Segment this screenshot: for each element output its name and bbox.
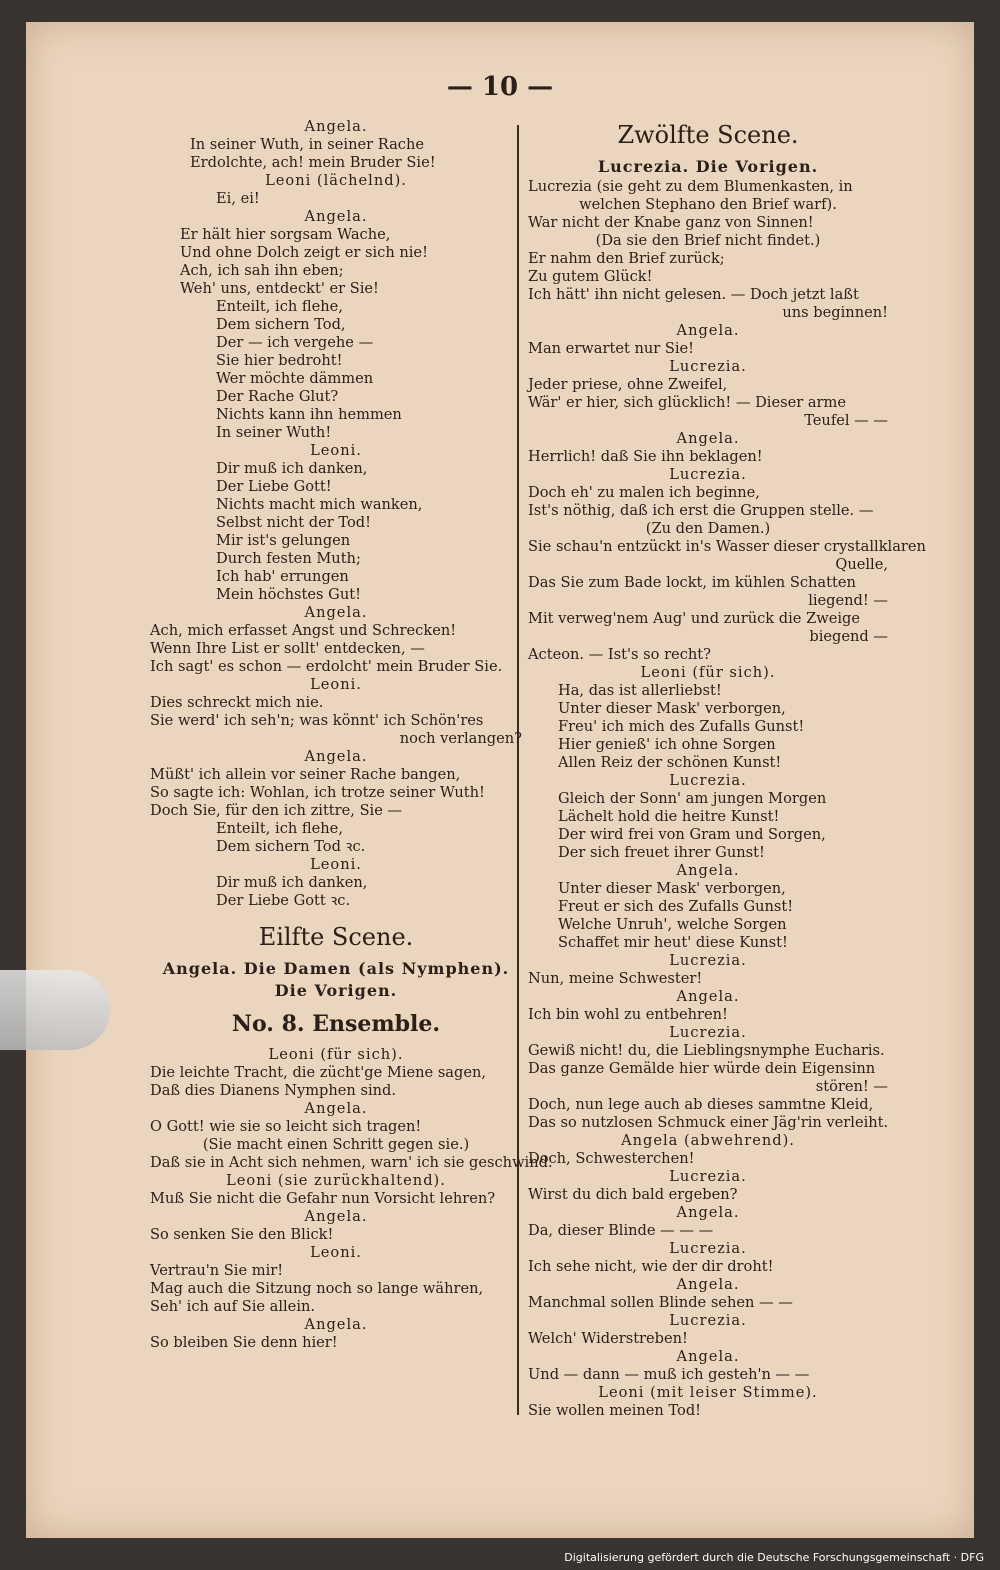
text-line: Müßt' ich allein vor seiner Rache bangen, bbox=[150, 766, 461, 783]
scene-twelve-title: Zwölfte Scene. bbox=[617, 121, 799, 149]
text-line: Doch Sie, für den ich zittre, Sie — bbox=[150, 802, 403, 819]
speaker-name: Angela. bbox=[676, 1348, 740, 1365]
text-line: Das ganze Gemälde hier würde dein Eigensinn bbox=[528, 1060, 876, 1077]
text-line: Wirst du dich bald ergeben? bbox=[528, 1186, 738, 1203]
text-line: Sie hier bedroht! bbox=[216, 352, 343, 369]
speaker-name: Angela. bbox=[676, 862, 740, 879]
speaker-name: Angela. bbox=[676, 430, 740, 447]
speaker-name: Angela. bbox=[304, 1208, 368, 1225]
text-line: Daß sie in Acht sich nehmen, warn' ich sie geschwind. bbox=[150, 1154, 553, 1171]
text-line: Und — dann — muß ich gesteh'n — — bbox=[528, 1366, 810, 1383]
text-line: Hier genieß' ich ohne Sorgen bbox=[558, 736, 776, 753]
text-line: liegend! — bbox=[808, 592, 888, 609]
speaker-name: Angela. bbox=[676, 1204, 740, 1221]
text-line: Quelle, bbox=[835, 556, 888, 573]
text-line: Jeder priese, ohne Zweifel, bbox=[528, 376, 728, 393]
text-line: Der wird frei von Gram und Sorgen, bbox=[558, 826, 826, 843]
speaker-name: Lucrezia. bbox=[669, 466, 747, 483]
text-line: Das so nutzlosen Schmuck einer Jäg'rin verleiht. bbox=[528, 1114, 889, 1131]
speaker-name: Leoni (für sich). bbox=[640, 664, 776, 681]
text-line: stören! — bbox=[815, 1078, 888, 1095]
text-line: Manchmal sollen Blinde sehen — — bbox=[528, 1294, 793, 1311]
text-line: War nicht der Knabe ganz von Sinnen! bbox=[528, 214, 814, 231]
text-line: Teufel — — bbox=[804, 412, 888, 429]
left-lines bbox=[150, 118, 522, 910]
text-line: Das Sie zum Bade lockt, im kühlen Schatten bbox=[528, 574, 856, 591]
text-line: Welche Unruh', welche Sorgen bbox=[558, 916, 787, 933]
text-line: Dir muß ich danken, bbox=[216, 460, 368, 477]
text-line: Ich hab' errungen bbox=[216, 568, 349, 585]
text-line: Zu gutem Glück! bbox=[528, 268, 653, 285]
text-line: Welch' Widerstreben! bbox=[528, 1330, 688, 1347]
text-line: Der Rache Glut? bbox=[216, 388, 339, 405]
text-line: Allen Reiz der schönen Kunst! bbox=[558, 754, 782, 771]
text-line: In seiner Wuth, in seiner Rache bbox=[190, 136, 424, 153]
text-line: Lächelt hold die heitre Kunst! bbox=[558, 808, 780, 825]
text-line: Unter dieser Mask' verborgen, bbox=[558, 880, 786, 897]
text-line: Nichts macht mich wanken, bbox=[216, 496, 423, 513]
text-line: Die leichte Tracht, die zücht'ge Miene sagen, bbox=[150, 1064, 487, 1081]
text-line: noch verlangen? bbox=[399, 730, 522, 747]
digitization-footer: Digitalisierung gefördert durch die Deutsche Forschungsgemeinschaft · DFG bbox=[564, 1551, 984, 1564]
text-line: Unter dieser Mask' verborgen, bbox=[558, 700, 786, 717]
text-line: uns beginnen! bbox=[782, 304, 888, 321]
text-line: Sie werd' ich seh'n; was könnt' ich Schön'res bbox=[150, 712, 484, 729]
text-line: O Gott! wie sie so leicht sich tragen! bbox=[150, 1118, 422, 1135]
text-line: Wär' er hier, sich glücklich! — Dieser arme bbox=[528, 394, 846, 411]
text-line: Doch, nun lege auch ab dieses sammtne Kleid, bbox=[528, 1096, 874, 1113]
text-line: Dir muß ich danken, bbox=[216, 874, 368, 891]
text-line: Sie wollen meinen Tod! bbox=[528, 1402, 702, 1419]
text-line: Mag auch die Sitzung noch so lange währen, bbox=[150, 1280, 484, 1297]
speaker-name: Angela (abwehrend). bbox=[621, 1132, 795, 1149]
speaker-name: Angela. bbox=[304, 1100, 368, 1117]
text-line: Vertrau'n Sie mir! bbox=[150, 1262, 284, 1279]
text-line: Man erwartet nur Sie! bbox=[528, 340, 695, 357]
speaker-name: Lucrezia. bbox=[669, 952, 747, 969]
text-line: Der Liebe Gott! bbox=[216, 478, 332, 495]
speaker-name: Leoni (für sich). bbox=[268, 1046, 404, 1063]
text-line: Sie schau'n entzückt in's Wasser dieser crystallklaren bbox=[528, 538, 926, 555]
text-line: Freut er sich des Zufalls Gunst! bbox=[558, 898, 794, 915]
speaker-name: Leoni (lächelnd). bbox=[265, 172, 407, 189]
text-line: Acteon. — Ist's so recht? bbox=[528, 646, 711, 663]
speaker-name: Angela. bbox=[304, 1316, 368, 1333]
speaker-name: Lucrezia. bbox=[669, 1024, 747, 1041]
left-column bbox=[150, 118, 553, 1352]
text-line: Seh' ich auf Sie allein. bbox=[150, 1298, 316, 1315]
speaker-name: Angela. bbox=[676, 1276, 740, 1293]
scene-twelve-cast: Lucrezia. Die Vorigen. bbox=[597, 157, 819, 176]
text-line: Ha, das ist allerliebst! bbox=[558, 682, 722, 699]
right-column bbox=[528, 118, 926, 1420]
speaker-name: Angela. bbox=[304, 748, 368, 765]
text-line: So senken Sie den Blick! bbox=[150, 1226, 334, 1243]
text-line: Enteilt, ich flehe, bbox=[216, 298, 343, 315]
speaker-name: Angela. bbox=[676, 988, 740, 1005]
text-line: Dies schreckt mich nie. bbox=[150, 694, 324, 711]
stage-direction: (Da sie den Brief nicht findet.) bbox=[595, 232, 821, 249]
text-line: Da, dieser Blinde — — — bbox=[528, 1222, 714, 1239]
right-lines bbox=[528, 178, 926, 1420]
text-line: Der — ich vergehe — bbox=[216, 334, 374, 351]
text-line: So sagte ich: Wohlan, ich trotze seiner Wuth! bbox=[150, 784, 485, 801]
text-line: So bleiben Sie denn hier! bbox=[150, 1334, 338, 1351]
text-line: Enteilt, ich flehe, bbox=[216, 820, 343, 837]
text-line: Selbst nicht der Tod! bbox=[216, 514, 371, 531]
text-line: Doch eh' zu malen ich beginne, bbox=[528, 484, 760, 501]
text-line: Weh' uns, entdeckt' er Sie! bbox=[180, 280, 379, 297]
stage-direction: (Zu den Damen.) bbox=[645, 520, 771, 537]
left-lines-2 bbox=[150, 1046, 553, 1352]
speaker-name: Leoni (sie zurückhaltend). bbox=[226, 1172, 446, 1189]
text-line: Wenn Ihre List er sollt' entdecken, — bbox=[150, 640, 425, 657]
scene-eleven-cast-2: Die Vorigen. bbox=[274, 981, 398, 1000]
text-line: Daß dies Dianens Nymphen sind. bbox=[150, 1082, 396, 1099]
text-line: Durch festen Muth; bbox=[216, 550, 361, 567]
scene-eleven-cast-1: Angela. Die Damen (als Nymphen). bbox=[162, 959, 510, 978]
text-line: Ach, ich sah ihn eben; bbox=[180, 262, 344, 279]
speaker-name: Angela. bbox=[304, 208, 368, 225]
text-line: Gewiß nicht! du, die Lieblingsnymphe Eucharis. bbox=[528, 1042, 885, 1059]
speaker-name: Angela. bbox=[676, 322, 740, 339]
text-line: Freu' ich mich des Zufalls Gunst! bbox=[558, 718, 805, 735]
text-line: Nichts kann ihn hemmen bbox=[216, 406, 402, 423]
number-heading: No. 8. Ensemble. bbox=[231, 1011, 441, 1037]
text-line: Doch, Schwesterchen! bbox=[528, 1150, 695, 1167]
text-line: In seiner Wuth! bbox=[216, 424, 332, 441]
text-line: Muß Sie nicht die Gefahr nun Vorsicht lehren? bbox=[150, 1190, 496, 1207]
stage-direction: (Sie macht einen Schritt gegen sie.) bbox=[202, 1136, 470, 1153]
text-line: Mir ist's gelungen bbox=[216, 532, 351, 549]
speaker-name: Leoni. bbox=[310, 442, 362, 459]
text-line: Ich sagt' es schon — erdolcht' mein Bruder Sie. bbox=[150, 658, 503, 675]
text-line: Wer möchte dämmen bbox=[216, 370, 374, 387]
speaker-name: Lucrezia. bbox=[669, 358, 747, 375]
scene-eleven-title: Eilfte Scene. bbox=[258, 923, 414, 951]
text-line: Ich hätt' ihn nicht gelesen. — Doch jetzt laßt bbox=[528, 286, 859, 303]
text-line: Mein höchstes Gut! bbox=[216, 586, 361, 603]
text-line: biegend — bbox=[809, 628, 888, 645]
speaker-name: Leoni. bbox=[310, 856, 362, 873]
speaker-name: Lucrezia. bbox=[669, 772, 747, 789]
speaker-name: Leoni (mit leiser Stimme). bbox=[598, 1384, 818, 1401]
speaker-name: Leoni. bbox=[310, 676, 362, 693]
text-line: Schaffet mir heut' diese Kunst! bbox=[558, 934, 788, 951]
speaker-name: Angela. bbox=[304, 118, 368, 135]
text-line: Ich bin wohl zu entbehren! bbox=[528, 1006, 728, 1023]
text-line: Lucrezia (sie geht zu dem Blumenkasten, in bbox=[528, 178, 853, 195]
text-line: Dem sichern Tod, bbox=[216, 316, 346, 333]
text-line: Dem sichern Tod ꝛc. bbox=[216, 838, 366, 855]
text-line: Nun, meine Schwester! bbox=[528, 970, 703, 987]
text-line: Herrlich! daß Sie ihn beklagen! bbox=[528, 448, 763, 465]
text-line: Der Liebe Gott ꝛc. bbox=[216, 892, 351, 909]
speaker-name: Lucrezia. bbox=[669, 1168, 747, 1185]
speaker-name: Angela. bbox=[304, 604, 368, 621]
page-number: — 10 — bbox=[446, 72, 554, 102]
speaker-name: Leoni. bbox=[310, 1244, 362, 1261]
speaker-name: Lucrezia. bbox=[669, 1240, 747, 1257]
text-line: Ich sehe nicht, wie der dir droht! bbox=[528, 1258, 774, 1275]
text-line: Ist's nöthig, daß ich erst die Gruppen stelle. — bbox=[528, 502, 874, 519]
stage-direction: welchen Stephano den Brief warf). bbox=[579, 196, 837, 213]
text-line: Ach, mich erfasset Angst und Schrecken! bbox=[150, 622, 457, 639]
text-line: Ei, ei! bbox=[216, 190, 260, 207]
text-line: Gleich der Sonn' am jungen Morgen bbox=[558, 790, 827, 807]
text-line: Erdolchte, ach! mein Bruder Sie! bbox=[190, 154, 436, 171]
text-line: Er hält hier sorgsam Wache, bbox=[180, 226, 391, 243]
speaker-name: Lucrezia. bbox=[669, 1312, 747, 1329]
text-line: Er nahm den Brief zurück; bbox=[528, 250, 725, 267]
text-line: Mit verweg'nem Aug' und zurück die Zweige bbox=[528, 610, 860, 627]
text-line: Und ohne Dolch zeigt er sich nie! bbox=[180, 244, 428, 261]
text-line: Der sich freuet ihrer Gunst! bbox=[558, 844, 765, 861]
page-clip bbox=[0, 970, 110, 1050]
